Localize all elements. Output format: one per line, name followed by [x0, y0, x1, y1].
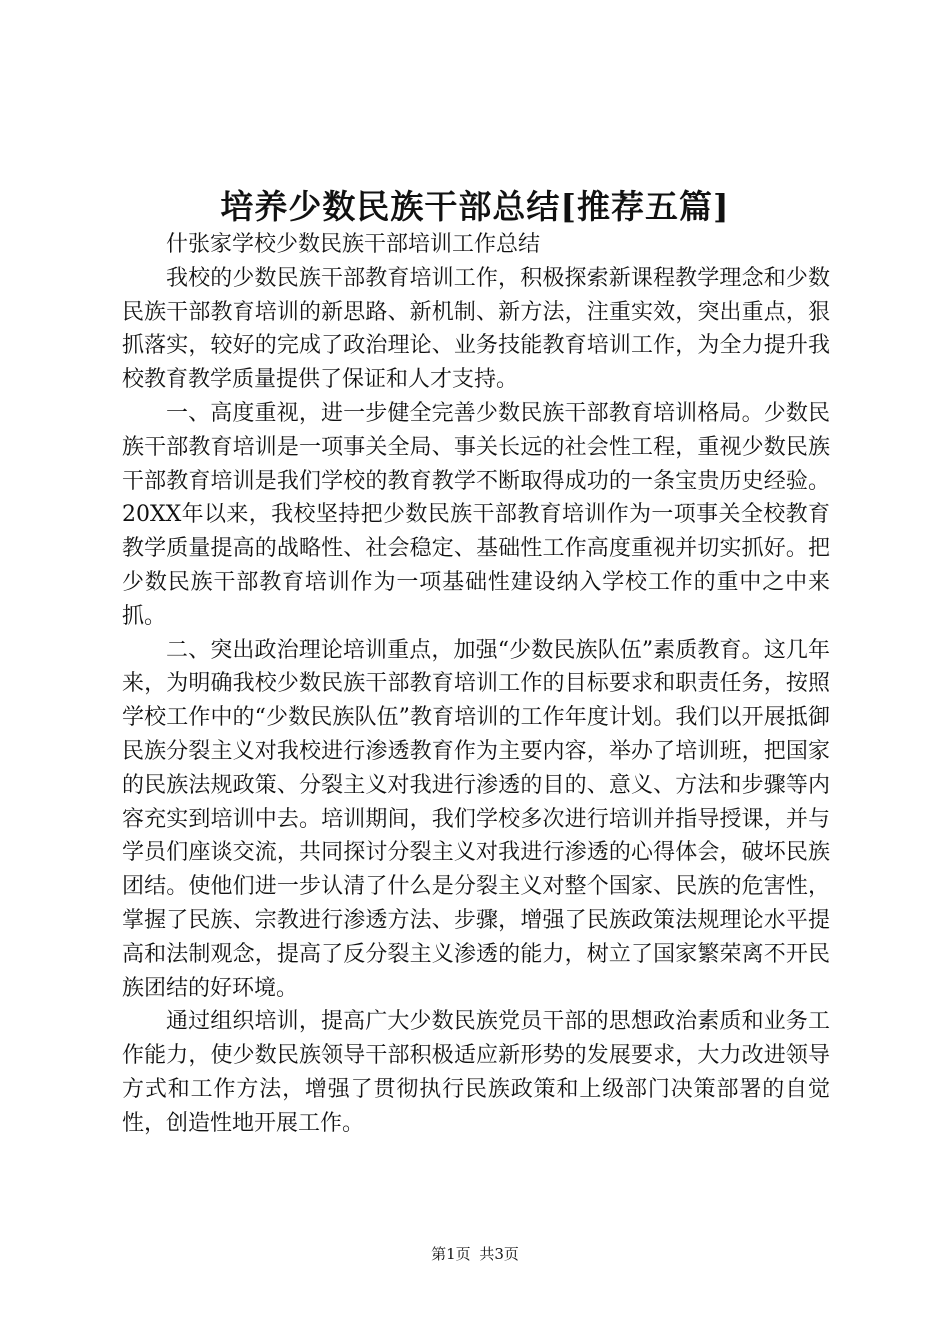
paragraph-conclusion: 通过组织培训，提高广大少数民族党员干部的思想政治素质和业务工作能力，使少数民族领导干部积极适应新形势的发展要求，大力改进领导方式和工作方法，增强了贯彻执行民族政策和上级部门决策部署的自觉性，创造性地开展工作。: [122, 1009, 830, 1136]
document-title: 培养少数民族干部总结[推荐五篇]: [220, 187, 730, 226]
paragraph-section-one: 一、高度重视，进一步健全完善少数民族干部教育培训格局。少数民族干部教育培训是一项事关全局、事关长远的社会性工程，重视少数民族干部教育培训是我们学校的教育教学不断取得成功的一条宝贵历史经验。20XX年以来，我校坚持把少数民族干部教育培训作为一项事关全校教育教学质量提高的战略性、社会稳定、基础性工作高度重视并切实抓好。把少数民族干部教育培训作为一项基础性建设纳入学校工作的重中之中来抓。: [122, 400, 830, 629]
document-body: [122, 228, 830, 1141]
paragraph-section-two: 二、突出政治理论培训重点，加强“少数民族队伍”素质教育。这几年来，为明确我校少数民族干部教育培训工作的目标要求和职责任务，按照学校工作中的“少数民族队伍”教育培训的工作年度计划。我们以开展抵御民族分裂主义对我校进行渗透教育作为主要内容，举办了培训班，把国家的民族法规政策、分裂主义对我进行渗透的目的、意义、方法和步骤等内容充实到培训中去。培训期间，我们学校多次进行培训并指导授课，并与学员们座谈交流，共同探讨分裂主义对我进行渗透的心得体会，破坏民族团结。使他们进一步认清了什么是分裂主义对整个国家、民族的危害性，掌握了民族、宗教进行渗透方法、步骤，增强了民族政策法规理论水平提高和法制观念，提高了反分裂主义渗透的能力，树立了国家繁荣离不开民族团结的好环境。: [122, 637, 830, 1001]
page-number-footer: 第1页 共3页: [431, 1245, 519, 1263]
paragraph-subtitle: 什张家学校少数民族干部培训工作总结: [166, 232, 541, 257]
paragraph-intro: 我校的少数民族干部教育培训工作，积极探索新课程教学理念和少数民族干部教育培训的新思路、新机制、新方法，注重实效，突出重点，狠抓落实，较好的完成了政治理论、业务技能教育培训工作，为全力提升我校教育教学质量提供了保证和人才支持。: [122, 265, 830, 393]
